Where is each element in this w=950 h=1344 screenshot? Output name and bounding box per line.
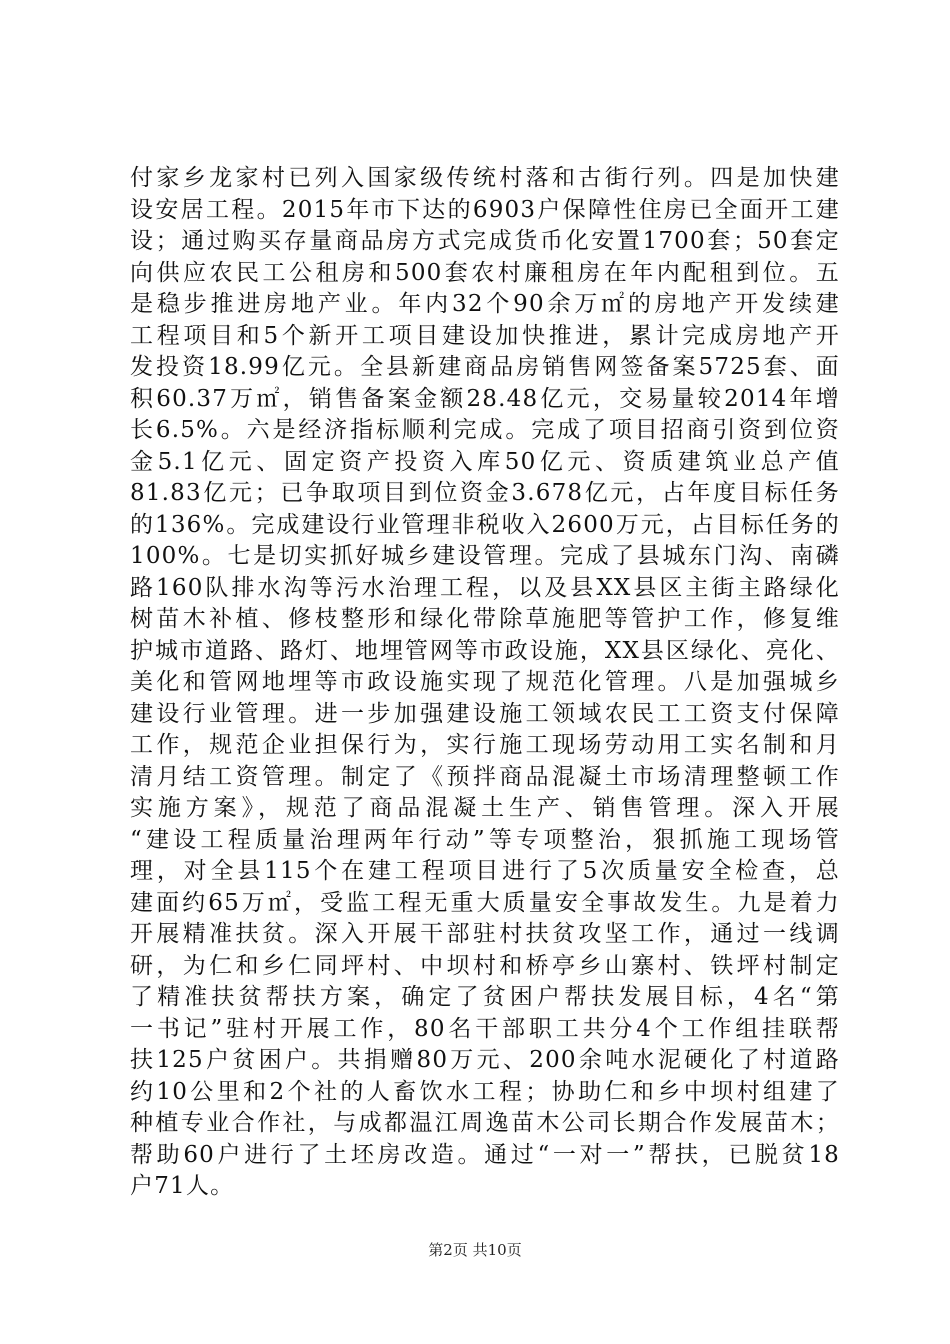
text-line: 的136%。完成建设行业管理非税收入2600万元，占目标任务的: [130, 511, 840, 538]
text-line: 金5.1亿元、固定资产投资入库50亿元、资质建筑业总产值: [130, 448, 840, 475]
text-line: 路160队排水沟等污水治理工程，以及县XX县区主街主路绿化: [130, 574, 840, 601]
text-line: 实施方案》，规范了商品混凝土生产、销售管理。深入开展: [130, 795, 840, 821]
text-line: 研，为仁和乡仁同坪村、中坝村和桥亭乡山寨村、铁坪村制定: [130, 952, 840, 979]
text-line: 约10公里和2个社的人畜饮水工程；协助仁和乡中坝村组建了: [130, 1078, 840, 1105]
text-line: 一书记”驻村开展工作，80名干部职工共分4个工作组挂联帮: [130, 1015, 840, 1042]
text-line: 工程项目和5个新开工项目建设加快推进，累计完成房地产开: [130, 322, 840, 349]
text-line: 设；通过购买存量商品房方式完成货币化安置1700套；50套定: [130, 228, 840, 254]
text-line: 长6.5%。六是经济指标顺利完成。完成了项目招商引资到位资: [130, 417, 840, 443]
text-line: 81.83亿元；已争取项目到位资金3.678亿元，占年度目标任务: [130, 480, 840, 506]
text-line: 美化和管网地埋等市政设施实现了规范化管理。八是加强城乡: [130, 669, 840, 695]
text-line: 帮助60户进行了土坯房改造。通过“一对一”帮扶，已脱贫18: [130, 1141, 840, 1168]
text-line: 扶125户贫困户。共捐赠80万元、200余吨水泥硬化了村道路: [130, 1047, 840, 1073]
text-line: 了精准扶贫帮扶方案，确定了贫困户帮扶发展目标，4名“第: [130, 984, 840, 1010]
text-line: 向供应农民工公租房和500套农村廉租房在年内配租到位。五: [130, 259, 840, 286]
page-number-footer: 第2页 共10页: [428, 1241, 522, 1259]
text-line: 树苗木补植、修枝整形和绿化带除草施肥等管护工作，修复维: [130, 606, 840, 632]
text-line: 发投资18.99亿元。全县新建商品房销售网签备案5725套、面: [130, 354, 840, 380]
body-paragraph: [130, 163, 840, 1203]
text-line: 开展精准扶贫。深入开展干部驻村扶贫攻坚工作，通过一线调: [130, 921, 840, 947]
text-line: 建设行业管理。进一步加强建设施工领域农民工工资支付保障: [130, 700, 840, 727]
text-line: 清月结工资管理。制定了《预拌商品混凝土市场清理整顿工作: [130, 763, 840, 790]
text-line: 设安居工程。2015年市下达的6903户保障性住房已全面开工建: [130, 196, 840, 223]
text-line: 100%。七是切实抓好城乡建设管理。完成了县城东门沟、南磷: [130, 543, 840, 569]
text-line: 积60.37万㎡，销售备案金额28.48亿元，交易量较2014年增: [130, 385, 840, 412]
text-line: 付家乡龙家村已列入国家级传统村落和古街行列。四是加快建: [130, 165, 840, 191]
text-line: 是稳步推进房地产业。年内32个90余万㎡的房地产开发续建: [130, 291, 840, 317]
text-line: 种植专业合作社，与成都温江周逸苗木公司长期合作发展苗木；: [130, 1110, 840, 1136]
text-line: 护城市道路、路灯、地埋管网等市政设施，XX县区绿化、亮化、: [130, 637, 840, 664]
text-line: “建设工程质量治理两年行动”等专项整治，狠抓施工现场管: [130, 826, 840, 853]
text-line: 理，对全县115个在建工程项目进行了5次质量安全检查，总: [130, 858, 840, 884]
text-line: 户71人。: [130, 1173, 235, 1199]
text-line: 工作，规范企业担保行为，实行施工现场劳动用工实名制和月: [130, 732, 840, 758]
text-line: 建面约65万㎡，受监工程无重大质量安全事故发生。九是着力: [130, 889, 840, 916]
